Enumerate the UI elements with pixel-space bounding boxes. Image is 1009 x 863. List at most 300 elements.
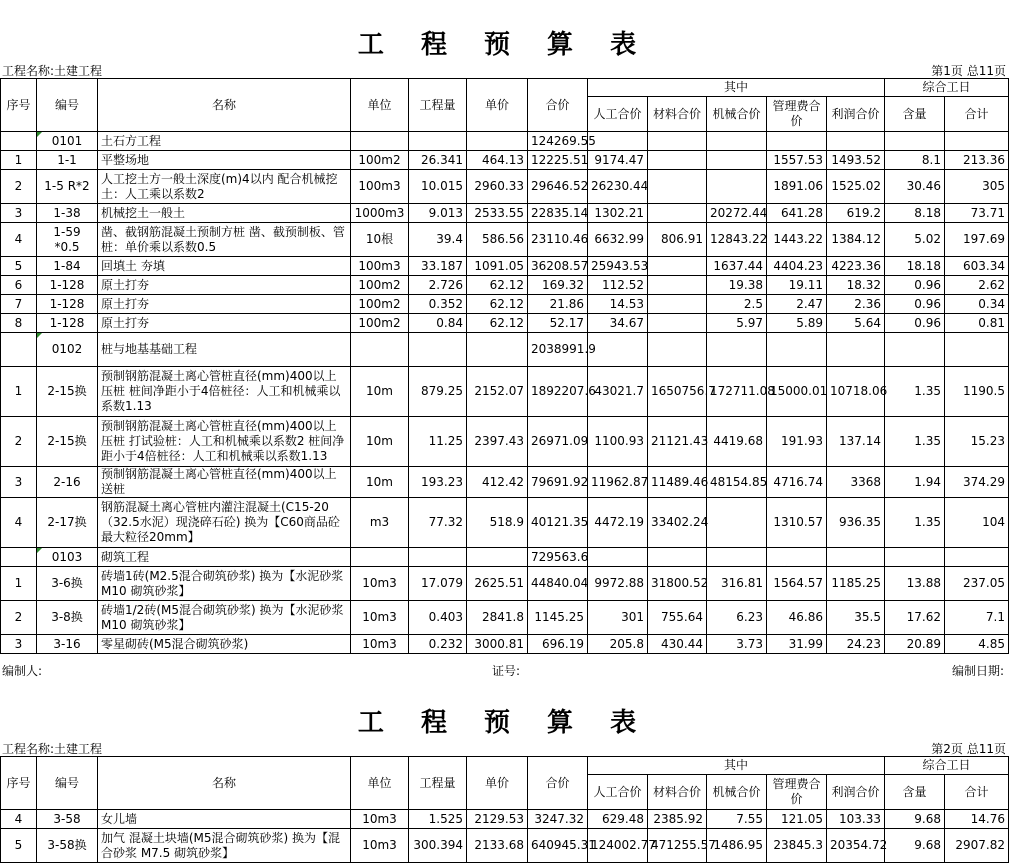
table-row: [1, 635, 1009, 654]
cell-price: 518.9: [467, 498, 528, 548]
cell-mgmt: 1564.57: [767, 567, 827, 601]
cell-unit: m3: [351, 498, 409, 548]
cell-name: 钢筋混凝土离心管桩内灌注混凝土(C15-20（32.5水泥）现浇碎石砼) 换为【C60商品砼 最大粒径20mm】: [98, 498, 351, 548]
cell-content: 17.62: [885, 601, 945, 635]
cell-total: 696.19: [528, 635, 588, 654]
cell-sum: 7.1: [945, 601, 1009, 635]
project-info-row: [0, 740, 1008, 756]
table-row: [1, 810, 1009, 829]
cell-profit: 18.32: [827, 276, 885, 295]
header-total: 合价: [528, 79, 588, 132]
cell-machine: 2.5: [707, 295, 767, 314]
signature-footer: [0, 662, 1008, 678]
cell-code: 2-15换: [37, 367, 98, 417]
table-row: [1, 276, 1009, 295]
cell-name: 砖墙1砖(M2.5混合砌筑砂浆) 换为【水泥砂浆 M10 砌筑砂浆】: [98, 567, 351, 601]
cell-price: 62.12: [467, 295, 528, 314]
cell-total: 36208.57: [528, 257, 588, 276]
cell-price: 62.12: [467, 276, 528, 295]
cell-content: 9.68: [885, 829, 945, 863]
cell-mgmt: 1443.22: [767, 223, 827, 257]
cell-profit: 4223.36: [827, 257, 885, 276]
page-title: 工 程 预 算 表: [357, 30, 651, 60]
cell-unit: 100m2: [351, 295, 409, 314]
cell-profit: 5.64: [827, 314, 885, 333]
cell-labor: [588, 132, 648, 151]
cell-unit: 100m2: [351, 276, 409, 295]
cell-seq: 7: [1, 295, 37, 314]
project-name: 工程名称:土建工程: [2, 64, 103, 78]
cell-seq: 5: [1, 257, 37, 276]
cell-code: 1-128: [37, 276, 98, 295]
cell-seq: 6: [1, 276, 37, 295]
cell-total: 79691.92: [528, 467, 588, 498]
cell-qty: 879.25: [409, 367, 467, 417]
cell-profit: 103.33: [827, 810, 885, 829]
cell-labor: 25943.53: [588, 257, 648, 276]
cell-labor: 26230.44: [588, 170, 648, 204]
cell-material: 2385.92: [648, 810, 707, 829]
cell-machine: 4419.68: [707, 417, 767, 467]
cell-seq: 4: [1, 498, 37, 548]
cell-price: 3000.81: [467, 635, 528, 654]
cell-machine: [707, 132, 767, 151]
cell-name: 预制钢筋混凝土离心管桩直径(mm)400以上压桩 桩间净距小于4倍桩径：人工和机械乘以系数1.13: [98, 367, 351, 417]
header-mgmt: 管理费合价: [767, 97, 827, 132]
table-row: [1, 151, 1009, 170]
table-row: [1, 601, 1009, 635]
header-labor: 人工合价: [588, 775, 648, 810]
project-info-row: [0, 62, 1008, 78]
cell-qty: 39.4: [409, 223, 467, 257]
cell-machine: [707, 333, 767, 367]
cell-sum: 2907.82: [945, 829, 1009, 863]
cell-content: 20.89: [885, 635, 945, 654]
cell-material: 471255.57: [648, 829, 707, 863]
cell-name: 砌筑工程: [98, 548, 351, 567]
table-row: [1, 417, 1009, 467]
cell-machine: [707, 548, 767, 567]
header-code: 编号: [37, 757, 98, 810]
header-mgmt: 管理费合价: [767, 775, 827, 810]
cell-name: 预制钢筋混凝土离心管桩直径(mm)400以上送桩: [98, 467, 351, 498]
cell-price: [467, 333, 528, 367]
cell-code: 2-17换: [37, 498, 98, 548]
cell-profit: 1384.12: [827, 223, 885, 257]
cell-seq: 3: [1, 467, 37, 498]
cell-qty: 0.232: [409, 635, 467, 654]
header-sum: 合计: [945, 775, 1009, 810]
cell-sum: [945, 548, 1009, 567]
cell-material: [648, 132, 707, 151]
cell-qty: 0.84: [409, 314, 467, 333]
header-qty: 工程量: [409, 757, 467, 810]
header-among: 其中: [588, 79, 885, 97]
cell-labor: 43021.7: [588, 367, 648, 417]
cell-sum: [945, 132, 1009, 151]
cell-material: 31800.52: [648, 567, 707, 601]
cell-mgmt: 1891.06: [767, 170, 827, 204]
header-workday: 综合工日: [885, 757, 1009, 775]
header-content: 含量: [885, 97, 945, 132]
cell-sum: 305: [945, 170, 1009, 204]
cell-sum: 73.71: [945, 204, 1009, 223]
cell-content: 1.35: [885, 417, 945, 467]
table-row: [1, 829, 1009, 863]
cell-seq: 1: [1, 151, 37, 170]
cell-name: 原土打夯: [98, 314, 351, 333]
cell-code: 0101: [37, 132, 98, 151]
cell-code: 3-16: [37, 635, 98, 654]
cell-price: 412.42: [467, 467, 528, 498]
header-profit: 利润合价: [827, 97, 885, 132]
cell-content: 9.68: [885, 810, 945, 829]
cell-material: 806.91: [648, 223, 707, 257]
cell-price: 62.12: [467, 314, 528, 333]
cell-material: [648, 257, 707, 276]
cell-labor: 9972.88: [588, 567, 648, 601]
cell-price: 464.13: [467, 151, 528, 170]
cell-content: 1.94: [885, 467, 945, 498]
cell-machine: 1486.95: [707, 829, 767, 863]
cell-total: 40121.35: [528, 498, 588, 548]
cell-code: 3-58: [37, 810, 98, 829]
project-name: 工程名称:土建工程: [2, 742, 103, 756]
cell-sum: 1190.5: [945, 367, 1009, 417]
cell-total: 52.17: [528, 314, 588, 333]
cell-profit: [827, 333, 885, 367]
cell-seq: [1, 548, 37, 567]
cell-sum: 104: [945, 498, 1009, 548]
table-row: [1, 314, 1009, 333]
cell-name: 平整场地: [98, 151, 351, 170]
cell-total: 1145.25: [528, 601, 588, 635]
cell-price: 586.56: [467, 223, 528, 257]
cell-mgmt: 4716.74: [767, 467, 827, 498]
cell-labor: 629.48: [588, 810, 648, 829]
cell-mgmt: 4404.23: [767, 257, 827, 276]
cell-profit: 1493.52: [827, 151, 885, 170]
cell-name: 凿、截钢筋混凝土预制方桩 凿、截预制板、管桩：单价乘以系数0.5: [98, 223, 351, 257]
cell-seq: 4: [1, 223, 37, 257]
cell-code: 2-15换: [37, 417, 98, 467]
header-seq: 序号: [1, 757, 37, 810]
header-seq: 序号: [1, 79, 37, 132]
cell-profit: 936.35: [827, 498, 885, 548]
cell-sum: [945, 333, 1009, 367]
section-row: [1, 132, 1009, 151]
page-title: 工 程 预 算 表: [357, 708, 651, 738]
cell-unit: 100m2: [351, 151, 409, 170]
cell-code: 3-6换: [37, 567, 98, 601]
header-material: 材料合价: [648, 775, 707, 810]
cell-name: 土石方工程: [98, 132, 351, 151]
cell-code: 3-8换: [37, 601, 98, 635]
cell-material: [648, 295, 707, 314]
cell-name: 桩与地基基础工程: [98, 333, 351, 367]
cell-qty: 10.015: [409, 170, 467, 204]
cell-machine: [707, 170, 767, 204]
cell-code: 2-16: [37, 467, 98, 498]
cell-seq: [1, 132, 37, 151]
cell-mgmt: 31.99: [767, 635, 827, 654]
cell-code: 1-5 R*2: [37, 170, 98, 204]
cell-profit: 619.2: [827, 204, 885, 223]
cell-unit: 10m3: [351, 829, 409, 863]
cell-name: 预制钢筋混凝土离心管桩直径(mm)400以上压桩 打试验桩：人工和机械乘以系数2 桩间净距小于4倍桩径：人工和机械乘以系数1.13: [98, 417, 351, 467]
cell-unit: 10m3: [351, 601, 409, 635]
table-row: [1, 567, 1009, 601]
cell-price: [467, 132, 528, 151]
cell-machine: [707, 151, 767, 170]
cell-machine: 12843.22: [707, 223, 767, 257]
cell-total: 26971.09: [528, 417, 588, 467]
header-code: 编号: [37, 79, 98, 132]
cell-seq: 2: [1, 601, 37, 635]
cell-material: [648, 204, 707, 223]
cell-unit: 100m3: [351, 257, 409, 276]
cell-material: 430.44: [648, 635, 707, 654]
cell-sum: 4.85: [945, 635, 1009, 654]
cell-profit: [827, 548, 885, 567]
cell-machine: 7.55: [707, 810, 767, 829]
cell-labor: 1302.21: [588, 204, 648, 223]
cell-price: 2129.53: [467, 810, 528, 829]
header-workday: 综合工日: [885, 79, 1009, 97]
cell-profit: 1185.25: [827, 567, 885, 601]
cell-labor: 34.67: [588, 314, 648, 333]
cell-material: [648, 170, 707, 204]
cell-seq: 5: [1, 829, 37, 863]
cell-code: 0103: [37, 548, 98, 567]
cell-seq: 1: [1, 567, 37, 601]
header-qty: 工程量: [409, 79, 467, 132]
cell-mgmt: 15000.01: [767, 367, 827, 417]
cell-total: 23110.46: [528, 223, 588, 257]
cell-qty: 0.403: [409, 601, 467, 635]
cell-labor: 205.8: [588, 635, 648, 654]
cell-seq: [1, 333, 37, 367]
table-row: [1, 295, 1009, 314]
header-labor: 人工合价: [588, 97, 648, 132]
cell-mgmt: 191.93: [767, 417, 827, 467]
cell-content: 1.35: [885, 367, 945, 417]
cell-content: 0.96: [885, 276, 945, 295]
cell-machine: 5.97: [707, 314, 767, 333]
cell-machine: 3.73: [707, 635, 767, 654]
cell-name: 原土打夯: [98, 295, 351, 314]
cell-name: 机械挖土一般土: [98, 204, 351, 223]
cell-total: 44840.04: [528, 567, 588, 601]
cell-unit: 10m3: [351, 567, 409, 601]
cell-profit: 1525.02: [827, 170, 885, 204]
cell-qty: 300.394: [409, 829, 467, 863]
cell-labor: 14.53: [588, 295, 648, 314]
cell-labor: 9174.47: [588, 151, 648, 170]
section-row: [1, 548, 1009, 567]
cell-machine: 48154.85: [707, 467, 767, 498]
cell-material: [648, 333, 707, 367]
cell-unit: 10根: [351, 223, 409, 257]
cell-machine: 19.38: [707, 276, 767, 295]
cell-material: 21121.43: [648, 417, 707, 467]
cell-seq: 2: [1, 417, 37, 467]
table-row: [1, 498, 1009, 548]
cell-profit: 10718.06: [827, 367, 885, 417]
cell-price: 2152.07: [467, 367, 528, 417]
cell-price: 2533.55: [467, 204, 528, 223]
cell-material: 11489.46: [648, 467, 707, 498]
header-price: 单价: [467, 79, 528, 132]
cell-price: 1091.05: [467, 257, 528, 276]
cell-mgmt: 2.47: [767, 295, 827, 314]
cell-qty: 33.187: [409, 257, 467, 276]
page-number: 第1页 总11页: [931, 64, 1006, 78]
cell-total: 1892207.6: [528, 367, 588, 417]
cell-qty: 2.726: [409, 276, 467, 295]
cell-sum: 197.69: [945, 223, 1009, 257]
cell-profit: 35.5: [827, 601, 885, 635]
cell-content: 1.35: [885, 498, 945, 548]
header-sum: 合计: [945, 97, 1009, 132]
header-unit: 单位: [351, 757, 409, 810]
cell-labor: 112.52: [588, 276, 648, 295]
cell-machine: 20272.44: [707, 204, 767, 223]
header-unit: 单位: [351, 79, 409, 132]
cell-mgmt: 121.05: [767, 810, 827, 829]
cell-unit: 10m3: [351, 635, 409, 654]
cell-content: [885, 132, 945, 151]
cell-code: 1-84: [37, 257, 98, 276]
cell-total: 2038991.9: [528, 333, 588, 367]
cell-code: 3-58换: [37, 829, 98, 863]
cell-seq: 8: [1, 314, 37, 333]
cell-sum: 0.34: [945, 295, 1009, 314]
cell-unit: 100m2: [351, 314, 409, 333]
cell-material: 755.64: [648, 601, 707, 635]
cell-unit: 100m3: [351, 170, 409, 204]
cell-profit: 3368: [827, 467, 885, 498]
cell-price: 2841.8: [467, 601, 528, 635]
cell-material: [648, 314, 707, 333]
cell-unit: [351, 132, 409, 151]
cell-labor: [588, 333, 648, 367]
cell-qty: 77.32: [409, 498, 467, 548]
cell-machine: [707, 498, 767, 548]
cell-qty: 17.079: [409, 567, 467, 601]
cell-profit: 24.23: [827, 635, 885, 654]
cell-name: 回填土 夯填: [98, 257, 351, 276]
cell-code: 1-59 *0.5: [37, 223, 98, 257]
cell-content: 8.1: [885, 151, 945, 170]
cell-unit: [351, 548, 409, 567]
cell-code: 1-1: [37, 151, 98, 170]
cell-mgmt: 641.28: [767, 204, 827, 223]
cell-profit: 2.36: [827, 295, 885, 314]
budget-table: [0, 756, 1009, 863]
budget-table: [0, 78, 1009, 654]
cell-price: 2960.33: [467, 170, 528, 204]
cell-total: 640945.31: [528, 829, 588, 863]
cell-total: 729563.6: [528, 548, 588, 567]
cell-seq: 3: [1, 204, 37, 223]
header-content: 含量: [885, 775, 945, 810]
cell-content: [885, 333, 945, 367]
cell-name: 零星砌砖(M5混合砌筑砂浆): [98, 635, 351, 654]
cell-unit: 1000m3: [351, 204, 409, 223]
cert-label: 证号:: [492, 664, 521, 678]
table-row: [1, 170, 1009, 204]
cell-qty: 9.013: [409, 204, 467, 223]
cell-sum: 2.62: [945, 276, 1009, 295]
cell-qty: 11.25: [409, 417, 467, 467]
cell-price: 2397.43: [467, 417, 528, 467]
maker-label: 编制人:: [2, 664, 43, 678]
cell-seq: 4: [1, 810, 37, 829]
cell-seq: 3: [1, 635, 37, 654]
cell-mgmt: [767, 132, 827, 151]
cell-code: 0102: [37, 333, 98, 367]
cell-mgmt: [767, 548, 827, 567]
cell-total: 29646.52: [528, 170, 588, 204]
cell-mgmt: 1310.57: [767, 498, 827, 548]
cell-machine: 172711.08: [707, 367, 767, 417]
cell-total: 124269.55: [528, 132, 588, 151]
table-row: [1, 204, 1009, 223]
cell-code: 1-128: [37, 295, 98, 314]
cell-profit: [827, 132, 885, 151]
header-name: 名称: [98, 757, 351, 810]
cell-unit: 10m: [351, 467, 409, 498]
cell-content: [885, 548, 945, 567]
section-row: [1, 333, 1009, 367]
cell-sum: 14.76: [945, 810, 1009, 829]
cell-material: [648, 548, 707, 567]
cell-labor: [588, 548, 648, 567]
header-machine: 机械合价: [707, 775, 767, 810]
cell-content: 0.96: [885, 314, 945, 333]
cell-qty: [409, 333, 467, 367]
cell-profit: 137.14: [827, 417, 885, 467]
cell-total: 3247.32: [528, 810, 588, 829]
cell-mgmt: 1557.53: [767, 151, 827, 170]
cell-unit: 10m: [351, 367, 409, 417]
cell-profit: 20354.72: [827, 829, 885, 863]
cell-content: 8.18: [885, 204, 945, 223]
cell-content: 0.96: [885, 295, 945, 314]
header-material: 材料合价: [648, 97, 707, 132]
cell-qty: 193.23: [409, 467, 467, 498]
cell-total: 22835.14: [528, 204, 588, 223]
cell-sum: 213.36: [945, 151, 1009, 170]
cell-name: 加气 混凝土块墙(M5混合砌筑砂浆) 换为【混合砂浆 M7.5 砌筑砂浆】: [98, 829, 351, 863]
cell-price: 2625.51: [467, 567, 528, 601]
cell-content: 30.46: [885, 170, 945, 204]
cell-name: 原土打夯: [98, 276, 351, 295]
cell-seq: 1: [1, 367, 37, 417]
cell-mgmt: [767, 333, 827, 367]
cell-unit: 10m3: [351, 810, 409, 829]
cell-qty: 0.352: [409, 295, 467, 314]
cell-sum: 0.81: [945, 314, 1009, 333]
cell-material: [648, 276, 707, 295]
cell-total: 21.86: [528, 295, 588, 314]
header-name: 名称: [98, 79, 351, 132]
cell-labor: 124002.77: [588, 829, 648, 863]
table-row: [1, 367, 1009, 417]
cell-total: 169.32: [528, 276, 588, 295]
header-profit: 利润合价: [827, 775, 885, 810]
